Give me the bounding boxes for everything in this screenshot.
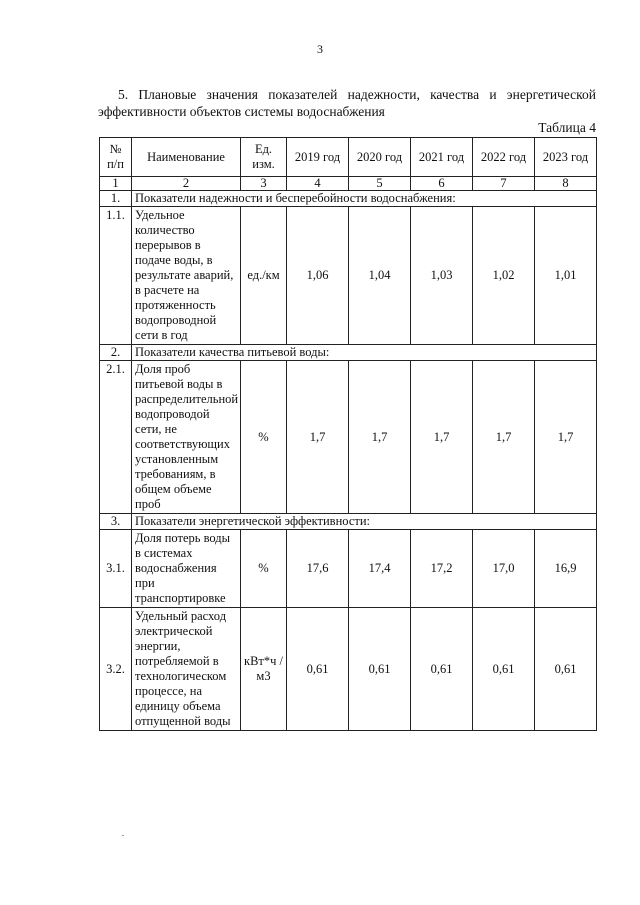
value-cell: 1,7 xyxy=(349,361,411,514)
value-cell: 1,7 xyxy=(411,361,473,514)
index-cell: 5 xyxy=(349,177,411,191)
value-cell: 1,7 xyxy=(473,361,535,514)
value-cell: 0,61 xyxy=(349,608,411,731)
row-number: 3.2. xyxy=(100,608,132,731)
row-number: 2.1. xyxy=(100,361,132,514)
section-title: Показатели надежности и бесперебойности водоснабжения: xyxy=(132,191,597,207)
unit-cell: ед./км xyxy=(241,207,287,345)
unit-cell: % xyxy=(241,530,287,608)
value-cell: 1,03 xyxy=(411,207,473,345)
header-cell: 2020 год xyxy=(349,138,411,177)
value-cell: 1,7 xyxy=(287,361,349,514)
indicators-table xyxy=(99,137,597,731)
value-cell: 0,61 xyxy=(535,608,597,731)
section-row xyxy=(100,191,597,207)
section-row xyxy=(100,514,597,530)
header-cell: № п/п xyxy=(100,138,132,177)
value-cell: 0,61 xyxy=(411,608,473,731)
section-row xyxy=(100,345,597,361)
value-cell: 1,04 xyxy=(349,207,411,345)
unit-cell: кВт*ч /м3 xyxy=(241,608,287,731)
row-number: 1.1. xyxy=(100,207,132,345)
header-cell: Наименование xyxy=(132,138,241,177)
value-cell: 17,6 xyxy=(287,530,349,608)
unit-cell: % xyxy=(241,361,287,514)
section-number: 3. xyxy=(100,514,132,530)
table-caption: Таблица 4 xyxy=(538,120,596,135)
header-cell: 2022 год xyxy=(473,138,535,177)
value-cell: 17,0 xyxy=(473,530,535,608)
value-cell: 0,61 xyxy=(287,608,349,731)
table-header-row xyxy=(100,138,597,177)
value-cell: 1,01 xyxy=(535,207,597,345)
value-cell: 16,9 xyxy=(535,530,597,608)
section-title: Показатели качества питьевой воды: xyxy=(132,345,597,361)
scan-artifact xyxy=(122,835,124,836)
index-cell: 8 xyxy=(535,177,597,191)
value-cell: 1,02 xyxy=(473,207,535,345)
section-heading: 5. Плановые значения показателей надежности, качества и энергетической эффективности объектов системы водоснабжения xyxy=(98,87,596,119)
table-row xyxy=(100,530,597,608)
indicator-name: Удельное количество перерывов в подаче воды, в результате аварий, в расчете на протяженность водопроводной сети в год xyxy=(132,207,241,345)
index-cell: 6 xyxy=(411,177,473,191)
header-cell: 2021 год xyxy=(411,138,473,177)
table-row xyxy=(100,608,597,731)
index-cell: 7 xyxy=(473,177,535,191)
indicator-name: Удельный расход электрической энергии, потребляемой в технологическом процессе, на единицу объема отпущенной воды xyxy=(132,608,241,731)
value-cell: 17,4 xyxy=(349,530,411,608)
value-cell: 1,06 xyxy=(287,207,349,345)
header-cell: 2019 год xyxy=(287,138,349,177)
header-cell: Ед. изм. xyxy=(241,138,287,177)
index-cell: 1 xyxy=(100,177,132,191)
header-cell: 2023 год xyxy=(535,138,597,177)
column-index-row xyxy=(100,177,597,191)
index-cell: 3 xyxy=(241,177,287,191)
section-number: 1. xyxy=(100,191,132,207)
row-number: 3.1. xyxy=(100,530,132,608)
indicator-name: Доля проб питьевой воды в распределительной водопроводой сети, не соответствующих установленным требованиям, в общем объеме проб xyxy=(132,361,241,514)
value-cell: 1,7 xyxy=(535,361,597,514)
index-cell: 2 xyxy=(132,177,241,191)
section-title: Показатели энергетической эффективности: xyxy=(132,514,597,530)
value-cell: 0,61 xyxy=(473,608,535,731)
table-row xyxy=(100,207,597,345)
indicator-name: Доля потерь воды в системах водоснабжения при транспортировке xyxy=(132,530,241,608)
section-number: 2. xyxy=(100,345,132,361)
page-number: 3 xyxy=(317,42,323,56)
table-row xyxy=(100,361,597,514)
value-cell: 17,2 xyxy=(411,530,473,608)
index-cell: 4 xyxy=(287,177,349,191)
